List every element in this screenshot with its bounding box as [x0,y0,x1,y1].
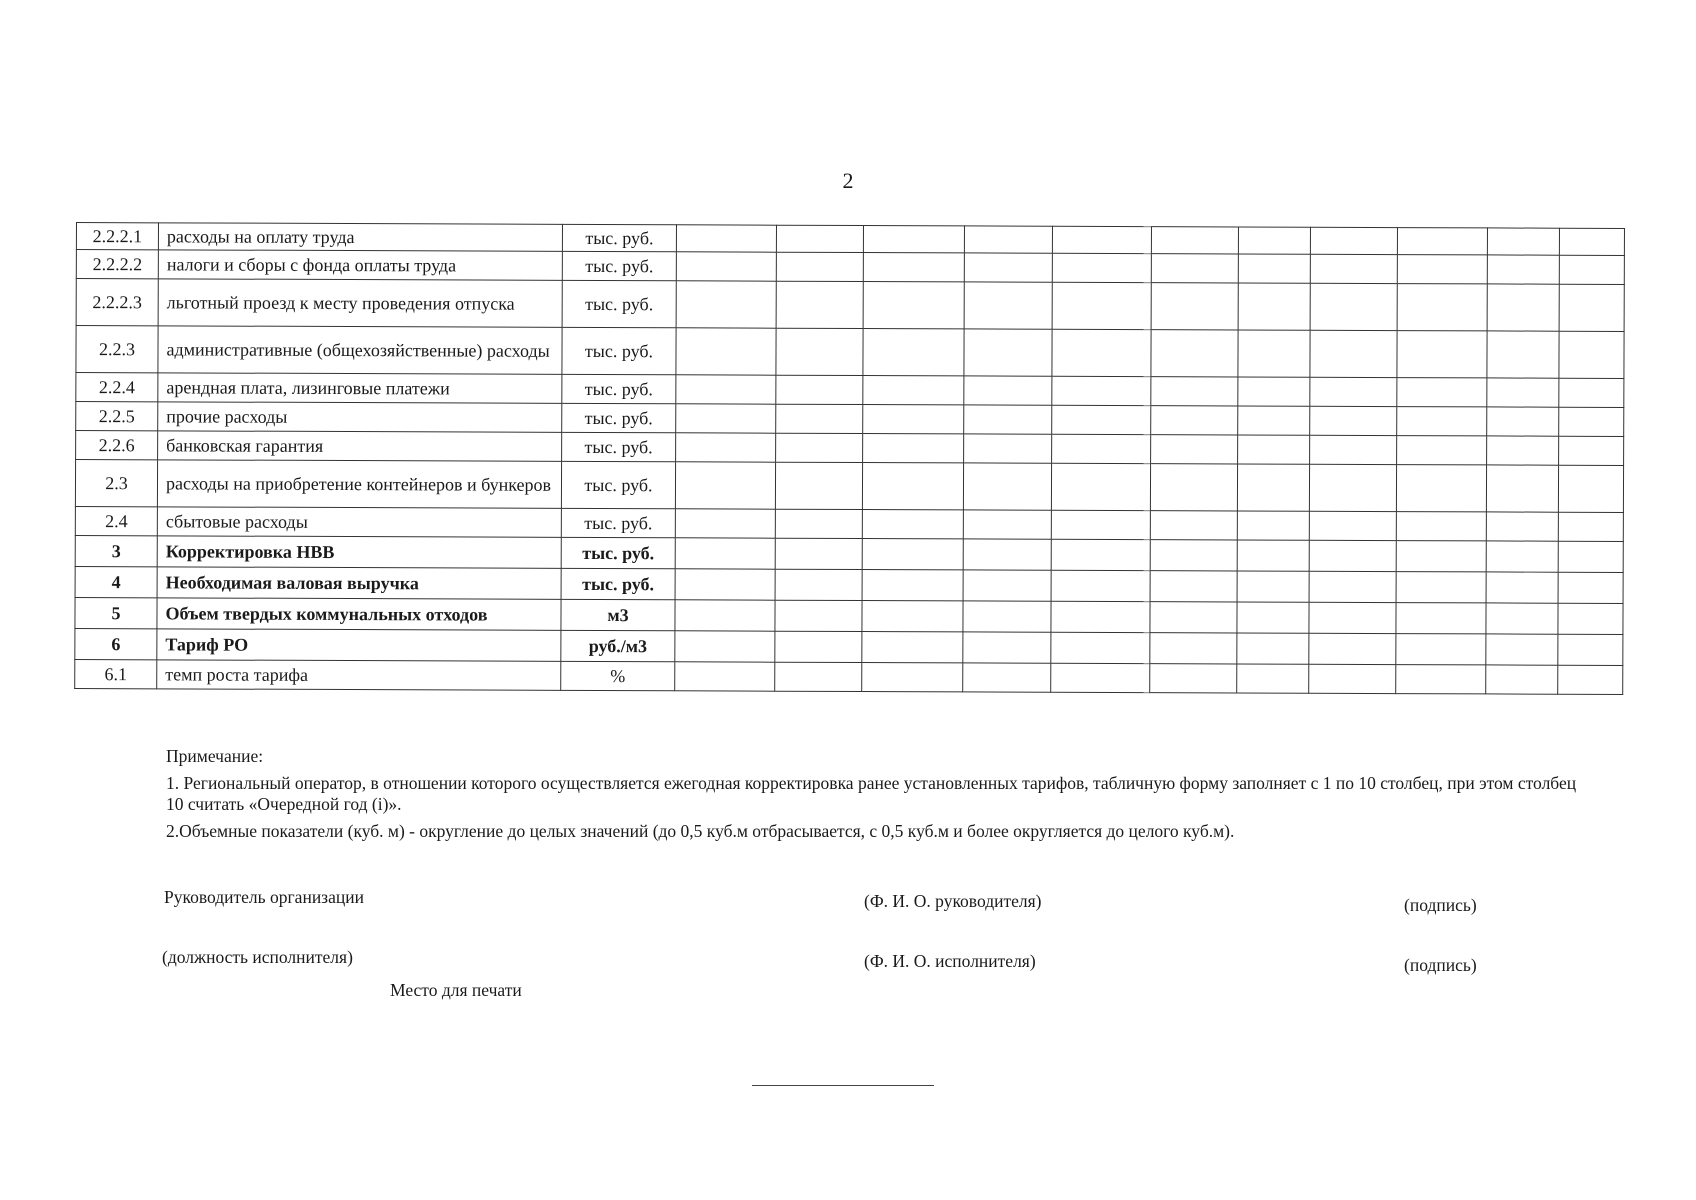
value-cell[interactable] [963,632,1051,663]
value-cell[interactable] [963,601,1051,632]
value-cell[interactable] [1238,377,1310,406]
row-indicator-name: Корректировка НВВ [157,536,561,569]
value-cell[interactable] [1558,603,1623,634]
value-cell[interactable] [963,570,1051,601]
value-cell[interactable] [1151,377,1238,406]
value-cell[interactable] [775,538,862,569]
value-cell[interactable] [776,375,863,404]
value-cell[interactable] [1052,405,1151,434]
value-cell[interactable] [1052,376,1151,405]
value-cell[interactable] [1151,227,1238,254]
value-cell[interactable] [1487,255,1559,284]
value-cell[interactable] [964,329,1052,376]
value-cell[interactable] [1051,463,1150,510]
value-cell[interactable] [1310,377,1397,406]
value-cell[interactable] [1051,632,1150,663]
value-cell[interactable] [675,600,775,631]
value-cell[interactable] [1558,512,1623,541]
row-number: 2.2.4 [76,373,158,402]
row-number: 6.1 [75,659,157,688]
value-cell[interactable] [862,663,963,692]
value-cell[interactable] [1238,435,1310,464]
value-cell[interactable] [1309,540,1396,571]
value-cell[interactable] [1486,465,1558,512]
value-cell[interactable] [1237,464,1309,511]
value-cell[interactable] [1237,540,1309,571]
row-unit: тыс. руб. [562,327,676,374]
value-cell[interactable] [676,281,776,328]
row-number: 2.2.6 [76,431,158,460]
value-cell[interactable] [863,405,964,434]
value-cell[interactable] [775,462,862,509]
value-cell[interactable] [1238,330,1310,377]
value-cell[interactable] [1309,602,1396,633]
value-cell[interactable] [1151,435,1238,464]
value-cell[interactable] [1151,330,1238,377]
value-cell[interactable] [1052,226,1151,253]
value-cell[interactable] [1397,378,1487,407]
row-unit: м3 [561,599,675,630]
value-cell[interactable] [775,569,862,600]
value-cell[interactable] [1559,436,1624,465]
tariff-table [74,222,1625,695]
value-cell[interactable] [1151,283,1238,330]
row-indicator-name: налоги и сборы с фонда оплаты труда [158,250,562,281]
value-cell[interactable] [1150,540,1237,571]
value-cell[interactable] [776,433,863,462]
row-number: 4 [75,566,157,597]
value-cell[interactable] [1397,331,1487,378]
value-cell[interactable] [776,252,863,281]
value-cell[interactable] [863,253,964,282]
value-cell[interactable] [1237,664,1309,693]
value-cell[interactable] [1558,541,1623,572]
value-cell[interactable] [775,509,862,538]
value-cell[interactable] [675,462,775,509]
value-cell[interactable] [963,463,1051,510]
value-cell[interactable] [1309,633,1396,664]
value-cell[interactable] [1238,406,1310,435]
value-cell[interactable] [1150,664,1237,693]
value-cell[interactable] [1487,407,1559,436]
value-cell[interactable] [862,463,963,510]
row-number: 3 [75,535,157,566]
value-cell[interactable] [1559,331,1624,378]
value-cell[interactable] [1559,228,1624,255]
value-cell[interactable] [1310,283,1397,330]
value-cell[interactable] [964,405,1052,434]
value-cell[interactable] [1151,254,1238,283]
row-indicator-name: расходы на приобретение контейнеров и бункеров [157,460,561,509]
value-cell[interactable] [1052,329,1151,376]
row-number: 2.2.2.1 [76,223,158,250]
value-cell[interactable] [1487,331,1559,378]
table-row [75,460,1623,513]
value-cell[interactable] [1487,436,1559,465]
value-cell[interactable] [1558,634,1623,665]
row-unit: % [561,661,675,690]
value-cell[interactable] [1052,434,1151,463]
value-cell[interactable] [1150,602,1237,633]
value-cell[interactable] [1396,665,1486,694]
value-cell[interactable] [1396,572,1486,603]
value-cell[interactable] [1051,663,1150,692]
value-cell[interactable] [1310,227,1397,254]
note-item-1: 1. Региональный оператор, в отношении которого осуществляется ежегодная корректировка ранее установленных тарифов, табличную форму заполняет с 1 по 10 столбец, при этом столбец 10 считать «Очередной год (i)». [166,773,1577,814]
value-cell[interactable] [1238,254,1310,283]
value-cell[interactable] [1309,571,1396,602]
value-cell[interactable] [1150,511,1237,540]
value-cell[interactable] [863,282,964,329]
value-cell[interactable] [1559,255,1624,284]
value-cell[interactable] [1052,253,1151,282]
value-cell[interactable] [863,329,964,376]
row-unit: тыс. руб. [561,568,675,599]
exec-position-placeholder: (должность исполнителя) [162,947,353,967]
value-cell[interactable] [963,510,1051,539]
value-cell[interactable] [1151,406,1238,435]
row-indicator-name: банковская гарантия [158,431,562,462]
divider-line [752,1085,934,1086]
row-unit: тыс. руб. [561,461,675,508]
value-cell[interactable] [1397,407,1487,436]
value-cell[interactable] [1559,284,1624,331]
value-cell[interactable] [1237,602,1309,633]
table-row [76,326,1624,379]
value-cell[interactable] [1486,512,1558,541]
row-number: 5 [75,597,157,628]
row-unit: тыс. руб. [561,508,675,537]
value-cell[interactable] [1486,572,1558,603]
value-cell[interactable] [1310,254,1397,283]
row-number: 2.2.3 [76,326,158,373]
value-cell[interactable] [776,281,863,328]
table-body [75,223,1625,695]
value-cell[interactable] [1558,465,1623,512]
value-cell[interactable] [1486,541,1558,572]
row-number: 6 [75,628,157,659]
row-unit: тыс. руб. [562,374,676,403]
value-cell[interactable] [1051,539,1150,570]
value-cell[interactable] [964,253,1052,282]
value-cell[interactable] [1238,283,1310,330]
tariff-table-container [74,222,1624,695]
value-cell[interactable] [862,539,963,570]
value-cell[interactable] [1150,464,1237,511]
value-cell[interactable] [964,226,1052,253]
row-indicator-name: сбытовые расходы [157,507,561,538]
value-cell[interactable] [1310,406,1397,435]
row-indicator-name: льготный проезд к месту проведения отпуска [158,279,562,328]
value-cell[interactable] [1486,665,1558,694]
row-indicator-name: расходы на оплату труда [158,223,562,252]
value-cell[interactable] [675,631,775,662]
row-indicator-name: темп роста тарифа [157,660,561,691]
value-cell[interactable] [863,434,964,463]
page-number: 2 [842,168,854,193]
value-cell[interactable] [776,328,863,375]
value-cell[interactable] [1397,436,1487,465]
value-cell[interactable] [675,538,775,569]
value-cell[interactable] [1559,378,1624,407]
value-cell[interactable] [675,509,775,538]
row-indicator-name: арендная плата, лизинговые платежи [158,373,562,404]
row-indicator-name: Тариф РО [157,629,561,662]
value-cell[interactable] [1150,571,1237,602]
value-cell[interactable] [1559,407,1624,436]
value-cell[interactable] [1237,571,1309,602]
value-cell[interactable] [1397,228,1487,255]
value-cell[interactable] [675,569,775,600]
row-number: 2.2.5 [76,402,158,431]
value-cell[interactable] [863,226,964,253]
row-unit: тыс. руб. [562,224,676,251]
value-cell[interactable] [1309,664,1396,693]
value-cell[interactable] [1396,603,1486,634]
value-cell[interactable] [676,433,776,462]
value-cell[interactable] [1150,633,1237,664]
value-cell[interactable] [1558,665,1623,694]
table-row [76,279,1624,332]
head-sign-placeholder: (подпись) [1404,895,1477,915]
value-cell[interactable] [676,328,776,375]
value-cell[interactable] [862,632,963,663]
value-cell[interactable] [1051,601,1150,632]
note-block [166,746,1586,848]
stamp-place: Место для печати [390,980,522,1000]
value-cell[interactable] [1051,510,1150,539]
table-row [75,659,1623,694]
exec-name-placeholder: (Ф. И. О. исполнителя) [864,951,1036,971]
head-label: Руководитель организации [164,887,364,907]
value-cell[interactable] [863,376,964,405]
value-cell[interactable] [1396,634,1486,665]
row-number: 2.2.2.3 [76,279,158,326]
value-cell[interactable] [1052,282,1151,329]
row-unit: тыс. руб. [562,251,676,280]
note-title: Примечание: [166,746,264,766]
value-cell[interactable] [1486,603,1558,634]
row-number: 2.3 [75,460,157,507]
value-cell[interactable] [776,225,863,252]
value-cell[interactable] [775,662,862,691]
value-cell[interactable] [862,570,963,601]
row-indicator-name: административные (общехозяйственные) расходы [158,326,562,375]
value-cell[interactable] [1486,634,1558,665]
value-cell[interactable] [1309,511,1396,540]
value-cell[interactable] [1396,465,1486,512]
row-unit: тыс. руб. [562,432,676,461]
value-cell[interactable] [862,510,963,539]
row-unit: руб./м3 [561,630,675,661]
value-cell[interactable] [775,631,862,662]
row-indicator-name: прочие расходы [158,402,562,433]
value-cell[interactable] [776,404,863,433]
value-cell[interactable] [1397,284,1487,331]
row-unit: тыс. руб. [562,403,676,432]
row-unit: тыс. руб. [561,537,675,568]
value-cell[interactable] [964,376,1052,405]
row-number: 2.2.2.2 [76,250,158,279]
value-cell[interactable] [775,600,862,631]
value-cell[interactable] [1487,378,1559,407]
value-cell[interactable] [1396,512,1486,541]
note-item-2: 2.Объемные показатели (куб. м) - округление до целых значений (до 0,5 куб.м отбрасывается, с 0,5 куб.м и более округляется до целого куб.м). [166,821,1235,841]
value-cell[interactable] [675,662,775,691]
value-cell[interactable] [1558,572,1623,603]
head-name-placeholder: (Ф. И. О. руководителя) [864,891,1042,911]
value-cell[interactable] [1238,227,1310,254]
value-cell[interactable] [1310,435,1397,464]
value-cell[interactable] [1310,330,1397,377]
row-indicator-name: Необходимая валовая выручка [157,567,561,600]
row-number: 2.4 [75,506,157,535]
value-cell[interactable] [1396,541,1486,572]
value-cell[interactable] [963,663,1051,692]
value-cell[interactable] [676,375,776,404]
value-cell[interactable] [1051,570,1150,601]
value-cell[interactable] [1487,228,1559,255]
row-unit: тыс. руб. [562,280,676,327]
value-cell[interactable] [963,539,1051,570]
value-cell[interactable] [676,404,776,433]
value-cell[interactable] [964,434,1052,463]
value-cell[interactable] [676,252,776,281]
value-cell[interactable] [1397,255,1487,284]
value-cell[interactable] [1237,511,1309,540]
value-cell[interactable] [676,225,776,252]
row-indicator-name: Объем твердых коммунальных отходов [157,598,561,631]
value-cell[interactable] [862,601,963,632]
value-cell[interactable] [1237,633,1309,664]
exec-sign-placeholder: (подпись) [1404,955,1477,975]
value-cell[interactable] [1487,284,1559,331]
value-cell[interactable] [964,282,1052,329]
value-cell[interactable] [1309,464,1396,511]
